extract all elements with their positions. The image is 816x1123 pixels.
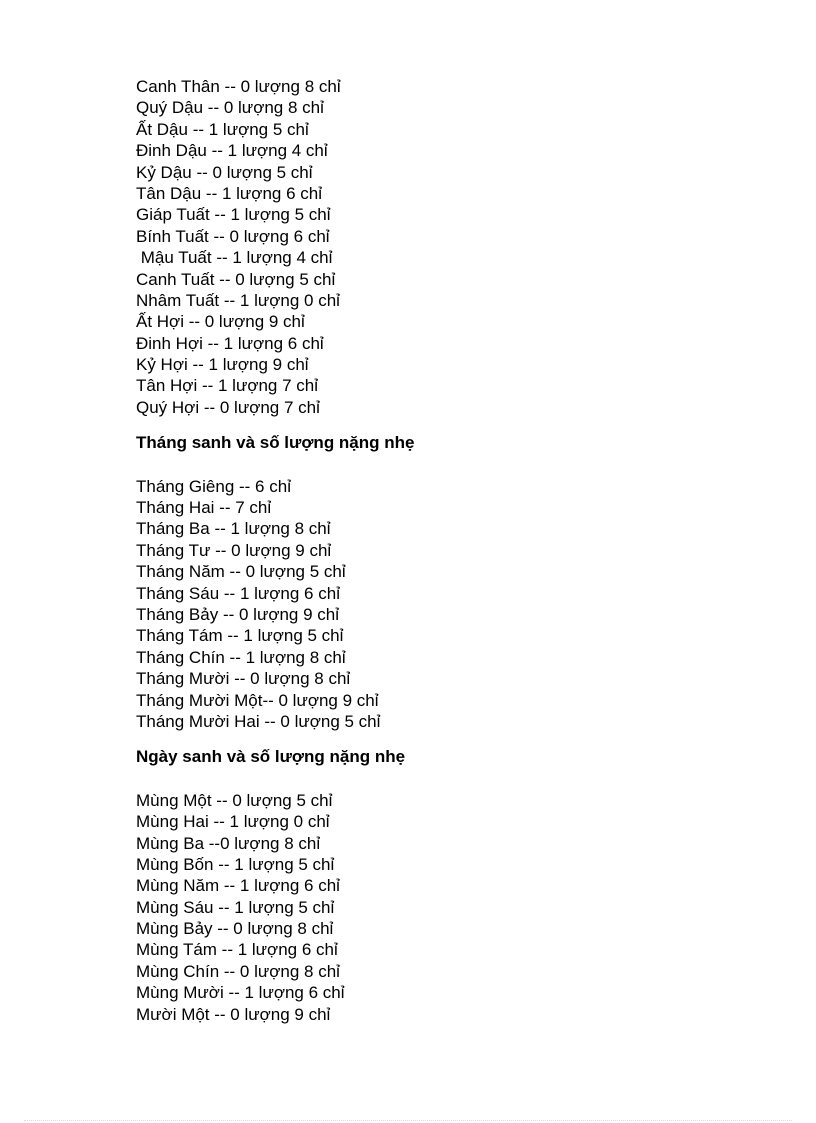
list-item: Tháng Mười -- 0 lượng 8 chỉ xyxy=(136,669,351,689)
month-section-title: Tháng sanh và số lượng nặng nhẹ xyxy=(136,433,415,453)
list-item: Ất Dậu -- 1 lượng 5 chỉ xyxy=(136,119,309,139)
list-item: Mùng Bốn -- 1 lượng 5 chỉ xyxy=(136,854,335,874)
day-list xyxy=(136,790,776,1025)
list-item: Đinh Hợi -- 1 lượng 6 chỉ xyxy=(136,333,324,353)
list-item: Mùng Tám -- 1 lượng 6 chỉ xyxy=(136,940,338,960)
page-bottom-divider xyxy=(24,1120,792,1121)
list-item: Tháng Chín -- 1 lượng 8 chỉ xyxy=(136,647,346,667)
list-item: Mười Một -- 0 lượng 9 chỉ xyxy=(136,1004,331,1024)
spacer xyxy=(136,768,776,790)
list-item: Kỷ Hợi -- 1 lượng 9 chỉ xyxy=(136,355,309,375)
list-item: Tháng Hai -- 7 chỉ xyxy=(136,498,272,518)
list-item: Tháng Mười Một-- 0 lượng 9 chỉ xyxy=(136,690,379,710)
list-item: Tháng Ba -- 1 lượng 8 chỉ xyxy=(136,519,331,539)
list-item: Tân Hợi -- 1 lượng 7 chỉ xyxy=(136,376,319,396)
list-item: Tháng Năm -- 0 lượng 5 chỉ xyxy=(136,562,346,582)
list-item: Nhâm Tuất -- 1 lượng 0 chỉ xyxy=(136,290,340,310)
list-item: Tháng Sáu -- 1 lượng 6 chỉ xyxy=(136,583,340,603)
list-item: Tháng Giêng -- 6 chỉ xyxy=(136,476,291,496)
document-body xyxy=(136,76,776,1025)
list-item: Mùng Một -- 0 lượng 5 chỉ xyxy=(136,790,333,810)
list-item: Kỷ Dậu -- 0 lượng 5 chỉ xyxy=(136,162,313,182)
list-item: Quý Hợi -- 0 lượng 7 chỉ xyxy=(136,397,320,417)
list-item: Mậu Tuất -- 1 lượng 4 chỉ xyxy=(136,248,333,268)
list-item: Quý Dậu -- 0 lượng 8 chỉ xyxy=(136,98,324,118)
list-item: Canh Tuất -- 0 lượng 5 chỉ xyxy=(136,269,336,289)
spacer xyxy=(136,418,776,432)
list-item: Tháng Tám -- 1 lượng 5 chỉ xyxy=(136,626,344,646)
list-item: Mùng Hai -- 1 lượng 0 chỉ xyxy=(136,812,330,832)
list-item: Tháng Bảy -- 0 lượng 9 chỉ xyxy=(136,604,340,624)
spacer xyxy=(136,732,776,746)
list-item: Mùng Năm -- 1 lượng 6 chỉ xyxy=(136,876,340,896)
list-item: Tháng Tư -- 0 lượng 9 chỉ xyxy=(136,540,332,560)
month-list xyxy=(136,476,776,733)
list-item: Mùng Sáu -- 1 lượng 5 chỉ xyxy=(136,897,335,917)
list-item: Canh Thân -- 0 lượng 8 chỉ xyxy=(136,77,341,96)
list-item: Bính Tuất -- 0 lượng 6 chỉ xyxy=(136,226,330,246)
list-item: Mùng Ba --0 lượng 8 chỉ xyxy=(136,833,321,853)
list-item: Ất Hợi -- 0 lượng 9 chỉ xyxy=(136,312,305,332)
list-item: Mùng Bảy -- 0 lượng 8 chỉ xyxy=(136,919,334,939)
list-item: Tân Dậu -- 1 lượng 6 chỉ xyxy=(136,183,322,203)
list-item: Đinh Dậu -- 1 lượng 4 chỉ xyxy=(136,141,328,161)
list-item: Mùng Mười -- 1 lượng 6 chỉ xyxy=(136,983,345,1003)
year-list xyxy=(136,76,776,418)
list-item: Giáp Tuất -- 1 lượng 5 chỉ xyxy=(136,205,331,225)
spacer xyxy=(136,454,776,476)
list-item: Mùng Chín -- 0 lượng 8 chỉ xyxy=(136,961,340,981)
day-section-title: Ngày sanh và số lượng nặng nhẹ xyxy=(136,747,406,767)
list-item: Tháng Mười Hai -- 0 lượng 5 chỉ xyxy=(136,711,381,731)
